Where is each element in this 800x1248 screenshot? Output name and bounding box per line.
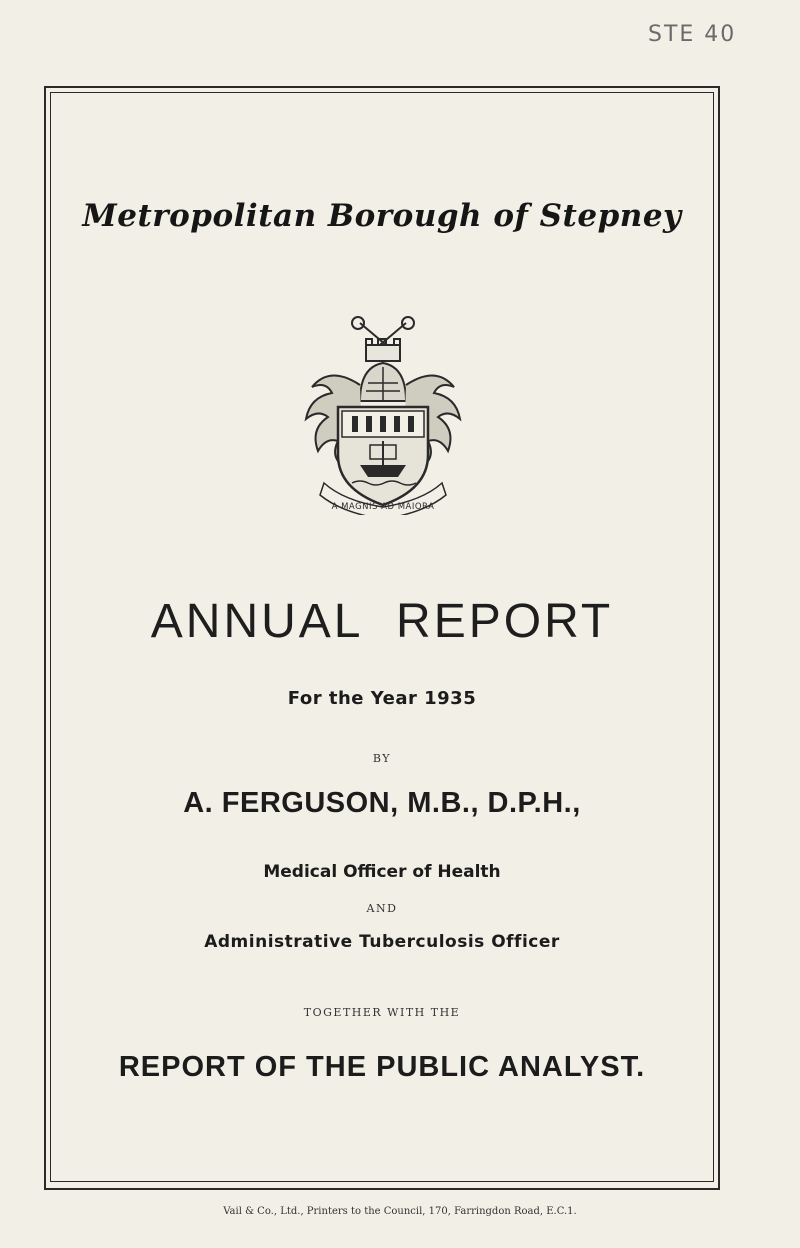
author-name: A. FERGUSON, M.B., D.P.H., [183, 787, 581, 819]
public-analyst-title: REPORT OF THE PUBLIC ANALYST. [118, 1051, 646, 1083]
author-role-tuberculosis: Administrative Tuberculosis Officer [204, 932, 560, 952]
report-title: ANNUAL REPORT [150, 595, 614, 648]
borough-heading: Metropolitan Borough of Stepney [82, 198, 682, 234]
by-label: BY [372, 752, 392, 765]
report-year: For the Year 1935 [287, 688, 477, 709]
crest-motto: A MAGNIS AD MAIORA [331, 502, 435, 512]
author-role-medical: Medical Officer of Health [263, 862, 501, 882]
printer-imprint: Vail & Co., Ltd., Printers to the Council, 170, Farringdon Road, E.C.1. [223, 1206, 577, 1217]
and-label: AND [366, 902, 398, 915]
together-label: TOGETHER WITH THE [303, 1006, 461, 1019]
coat-of-arms-crest-icon [298, 315, 468, 515]
handwritten-catalog-note: STE 40 [648, 22, 737, 47]
